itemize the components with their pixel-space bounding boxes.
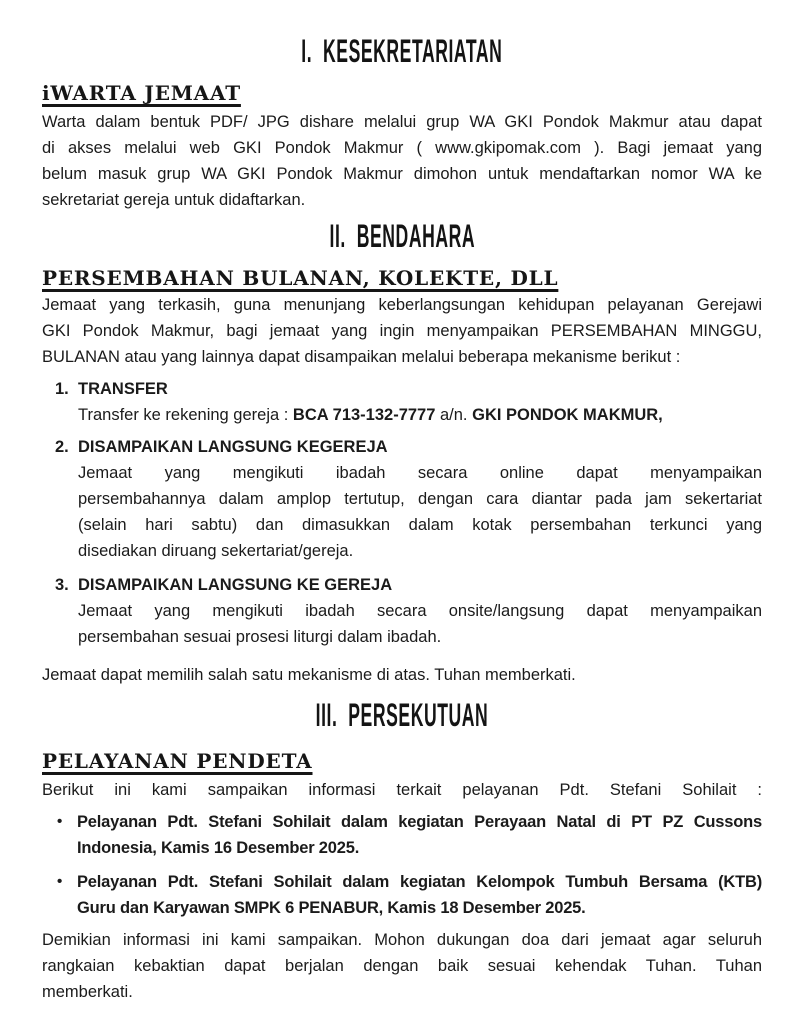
item-body-line: Jemaat yang mengikuti ibadah secara onsite/langsung dapat menyampaikan <box>78 602 762 620</box>
bullet-icon: • <box>57 813 63 830</box>
bullet-line: Guru dan Karyawan SMPK 6 PENABUR, Kamis 18 Desember 2025. <box>77 899 586 917</box>
section-heading-kesekretariatan <box>42 33 762 69</box>
paragraph-line: sekretariat gereja untuk didaftarkan. <box>42 191 306 209</box>
section-heading-text: I. KESEKRETARIATAN <box>301 33 503 69</box>
paragraph-line: Warta dalam bentuk PDF/ JPG dishare melalui grup WA GKI Pondok Makmur atau dapat <box>42 113 762 131</box>
bullet-line: Pelayanan Pdt. Stefani Sohilait dalam kegiatan Kelompok Tumbuh Bersama (KTB) <box>77 873 762 891</box>
item-body-line: disediakan diruang sekertariat/gereja. <box>78 542 354 560</box>
section2-closing-line: Jemaat dapat memilih salah satu mekanisme di atas. Tuhan memberkati. <box>42 666 576 684</box>
item-body-line: persembahan sesuai prosesi liturgi dalam ibadah. <box>78 628 442 646</box>
iwarta-paragraph <box>42 109 762 213</box>
bullet-line: Pelayanan Pdt. Stefani Sohilait dalam kegiatan Perayaan Natal di PT PZ Cussons <box>77 813 762 831</box>
transfer-text: Transfer ke rekening gereja : <box>78 406 293 424</box>
item-body-line <box>78 402 762 428</box>
item-title: DISAMPAIKAN LANGSUNG KE GEREJA <box>78 576 393 594</box>
bullet-body <box>77 869 762 921</box>
item-title: DISAMPAIKAN LANGSUNG KEGEREJA <box>78 438 388 456</box>
pelayanan-intro <box>42 777 762 803</box>
paragraph-line: BULANAN atau yang lainnya dapat disampaikan melalui beberapa mekanisme berikut : <box>42 348 681 366</box>
item-body <box>78 376 762 428</box>
item-number: 1. <box>55 380 69 398</box>
closing-line: rangkaian kebaktian dapat berjalan dengan baik sesuai kehendak Tuhan. Tuhan <box>42 957 762 975</box>
bullet-line: Indonesia, Kamis 16 Desember 2025. <box>77 839 360 857</box>
item-title: TRANSFER <box>78 380 168 398</box>
bullet-icon: • <box>57 873 63 890</box>
closing-line: Demikian informasi ini kami sampaikan. Mohon dukungan doa dari jemaat agar seluruh <box>42 931 762 949</box>
item-body-line: Jemaat yang mengikuti ibadah secara online dapat menyampaikan <box>78 464 762 482</box>
bullet-body <box>77 809 762 861</box>
paragraph-line: di akses melalui web GKI Pondok Makmur ( www.gkipomak.com ). Bagi jemaat yang <box>42 139 762 157</box>
paragraph-line: GKI Pondok Makmur, bagi jemaat yang ingin menyampaikan PERSEMBAHAN MINGGU, <box>42 322 762 340</box>
section-heading-bendahara <box>42 218 762 254</box>
section3-closing-paragraph <box>42 927 762 1005</box>
item-body <box>78 572 762 650</box>
numbered-item-langsung-ke-gereja <box>42 572 762 650</box>
item-number: 3. <box>55 576 69 594</box>
bullet-item-natal-cussons <box>42 809 762 861</box>
transfer-account-name: GKI PONDOK MAKMUR, <box>472 406 663 424</box>
bullet-item-ktb-penabur <box>42 869 762 921</box>
subheading-persembahan: PERSEMBAHAN BULANAN, KOLEKTE, DLL <box>42 266 559 290</box>
paragraph-line: Jemaat yang terkasih, guna menunjang keberlangsungan kehidupan pelayanan Gerejawi <box>42 296 762 314</box>
numbered-item-langsung-kegereja <box>42 434 762 564</box>
numbered-item-transfer <box>42 376 762 428</box>
item-number: 2. <box>55 438 69 456</box>
section-heading-text: III. PERSEKUTUAN <box>315 697 489 733</box>
item-body-line: (selain hari sabtu) dan dimasukkan dalam kotak persembahan terkunci yang <box>78 516 762 534</box>
persembahan-paragraph <box>42 292 762 370</box>
transfer-account-number: BCA 713-132-7777 <box>292 406 436 424</box>
section-heading-persekutuan <box>42 697 762 733</box>
section-heading-text: II. BENDAHARA <box>329 218 475 254</box>
item-body <box>78 434 762 564</box>
paragraph-line: belum masuk grup WA GKI Pondok Makmur dimohon untuk mendaftarkan nomor WA ke <box>42 165 762 183</box>
item-body-line: persembahannya dalam amplop tertutup, dengan cara diantar pada jam sekertariat <box>78 490 762 508</box>
closing-line: memberkati. <box>42 983 133 1001</box>
paragraph-line: Berikut ini kami sampaikan informasi terkait pelayanan Pdt. Stefani Sohilait : <box>42 781 762 799</box>
transfer-text: a/n. <box>435 406 473 424</box>
subheading-iwarta-jemaat: iWARTA JEMAAT <box>42 81 241 105</box>
subheading-pelayanan-pendeta: PELAYANAN PENDETA <box>42 749 313 773</box>
